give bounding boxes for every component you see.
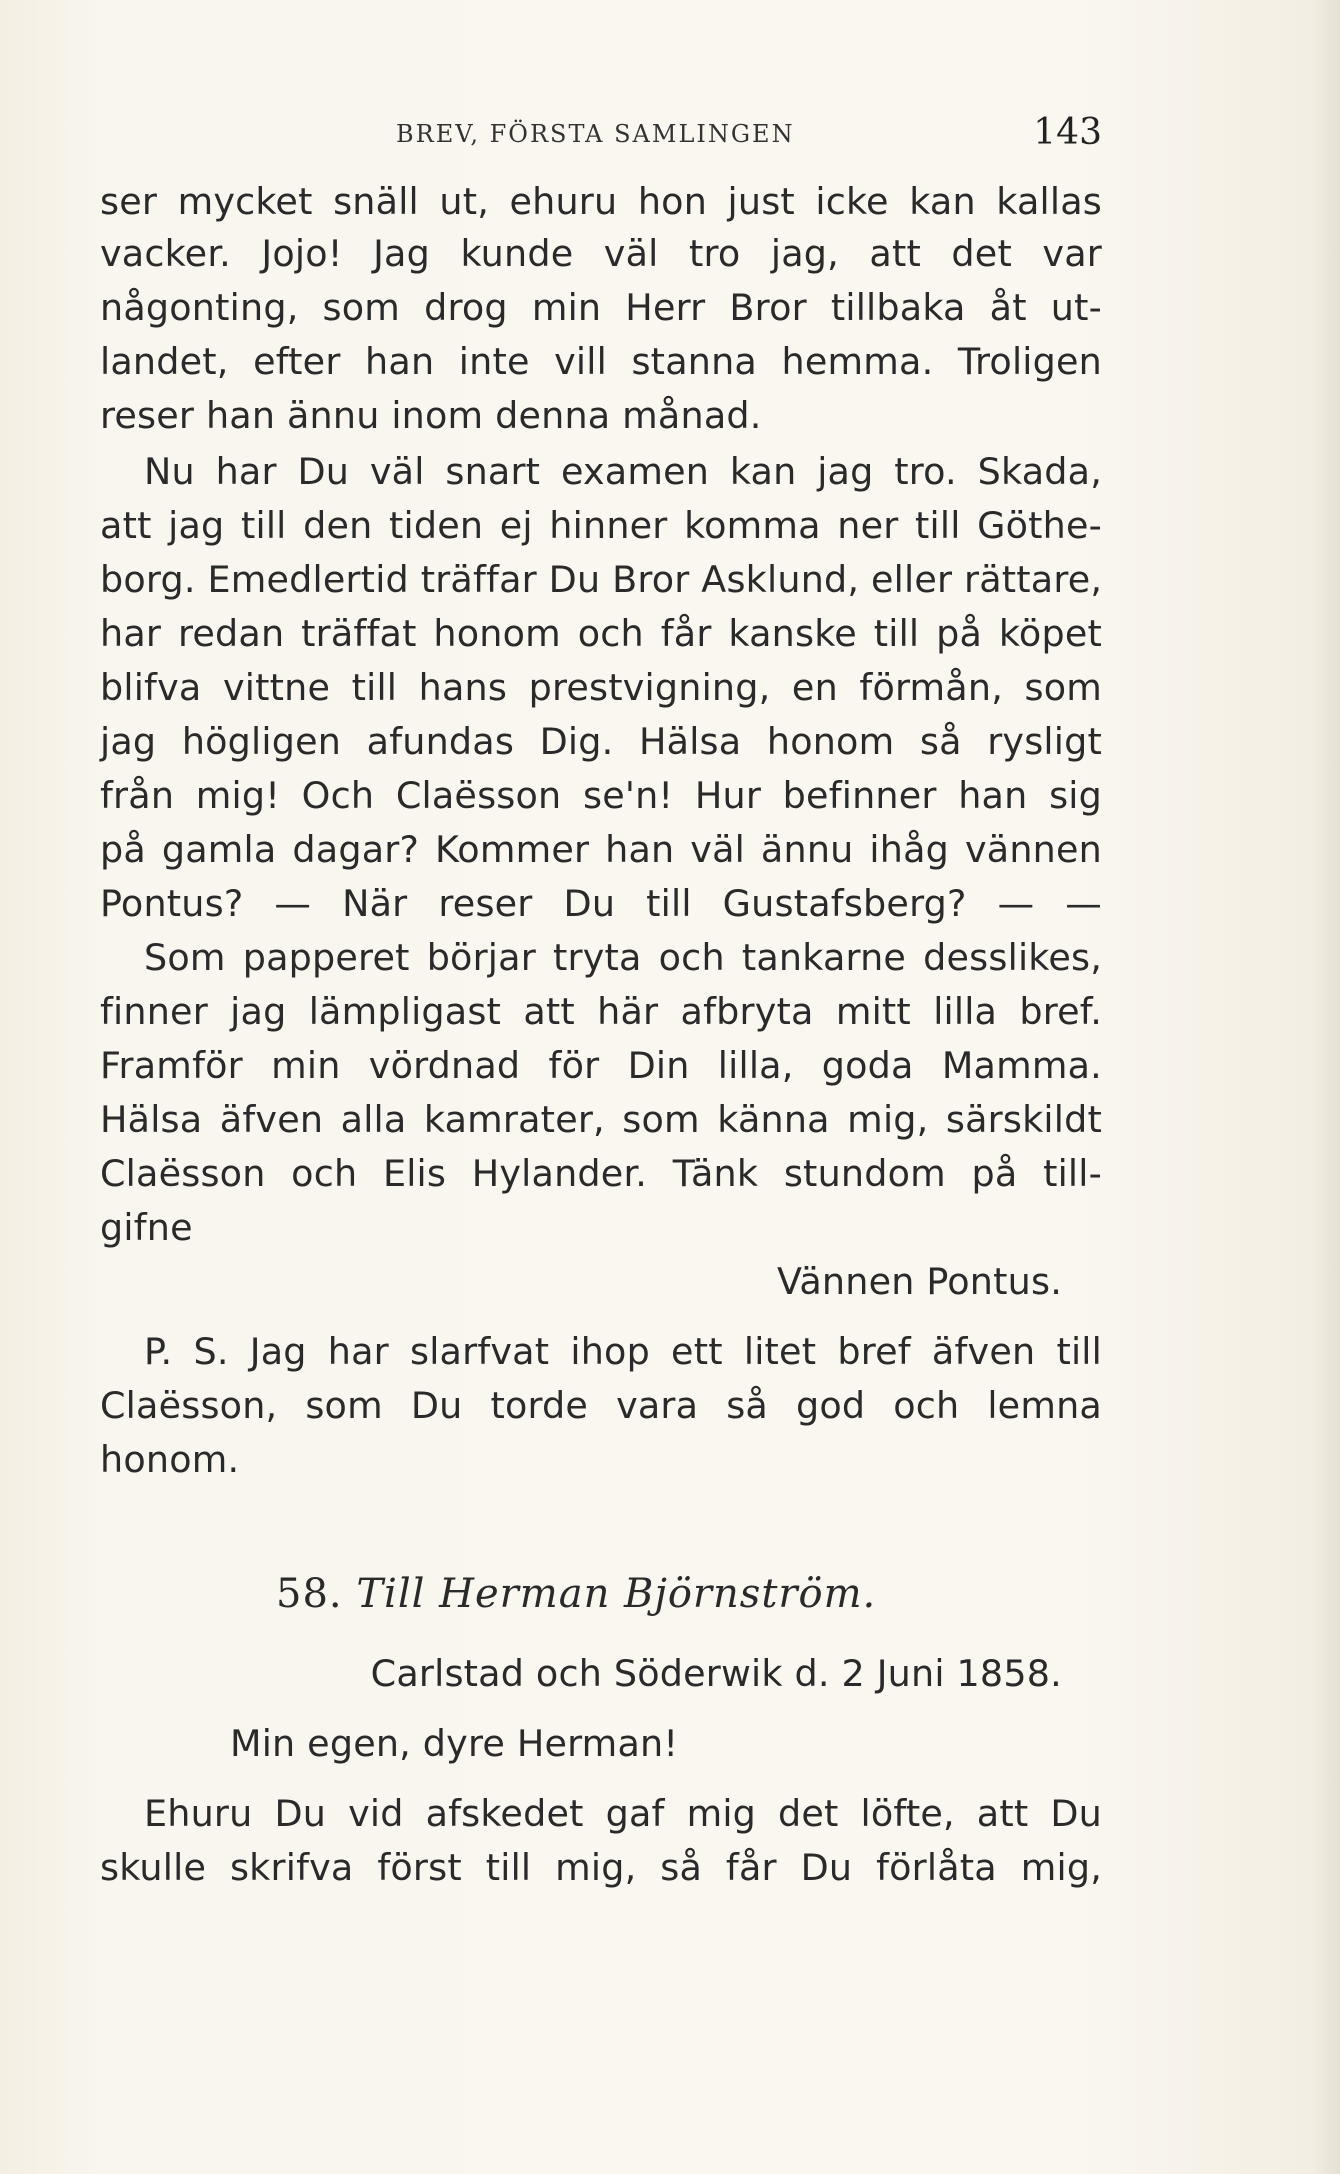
text-line: har redan träffat honom och får kanske till på köpet [100,612,1102,655]
running-head: BREV, FÖRSTA SAMLINGEN [396,120,795,148]
text-line: blifva vittne till hans prestvigning, en förmån, som [100,666,1102,709]
salutation: Min egen, dyre Herman! [230,1722,679,1765]
text-line: från mig! Och Claësson se'n! Hur befinner han sig [100,774,1102,817]
signature: Vännen Pontus. [777,1260,1062,1303]
text-line: skulle skrifva först till mig, så får Du förlåta mig, [100,1846,1102,1889]
text-line: att jag till den tiden ej hinner komma ner till Göthe- [100,504,1102,547]
letter-number: 58. [276,1571,343,1617]
text-line: vacker. Jojo! Jag kunde väl tro jag, att det var [100,232,1102,275]
page-header [100,112,1102,156]
text-line: Claësson och Elis Hylander. Tänk stundom på till- [100,1152,1102,1195]
paragraph-start-line: Ehuru Du vid afskedet gaf mig det löfte, att Du [144,1792,1102,1835]
letter-heading [276,1564,976,1624]
text-line: gifne [100,1206,193,1249]
text-line: reser han ännu inom denna månad. [100,394,762,437]
text-line: Pontus? — När reser Du till Gustafsberg? — — [100,882,1102,925]
dateline: Carlstad och Söderwik d. 2 Juni 1858. [370,1652,1062,1695]
postscript-line: P. S. Jag har slarfvat ihop ett litet bref äfven till [144,1330,1102,1373]
page-edge-shadow [1312,0,1340,2174]
postscript-line: Claësson, som Du torde vara så god och lemna [100,1384,1102,1427]
text-line: finner jag lämpligast att här afbryta mitt lilla bref. [100,990,1102,1033]
text-line: jag högligen afundas Dig. Hälsa honom så rysligt [100,720,1102,763]
text-line: på gamla dagar? Kommer han väl ännu ihåg vännen [100,828,1102,871]
text-line: Hälsa äfven alla kamrater, som känna mig, särskildt [100,1098,1102,1141]
letter-title: Till Herman Björnström. [356,1571,877,1617]
text-line: borg. Emedlertid träffar Du Bror Asklund, eller rättare, [100,558,1103,601]
text-line: ser mycket snäll ut, ehuru hon just icke kan kallas [100,180,1102,223]
paragraph-start-line: Som papperet börjar tryta och tankarne desslikes, [144,936,1102,979]
page-number: 143 [1033,112,1102,153]
postscript-line: honom. [100,1438,240,1481]
text-line: Framför min vördnad för Din lilla, goda Mamma. [100,1044,1102,1087]
text-line: landet, efter han inte vill stanna hemma. Troligen [100,340,1102,383]
paragraph-start-line: Nu har Du väl snart examen kan jag tro. Skada, [144,450,1102,493]
text-line: någonting, som drog min Herr Bror tillbaka åt ut- [100,286,1102,329]
